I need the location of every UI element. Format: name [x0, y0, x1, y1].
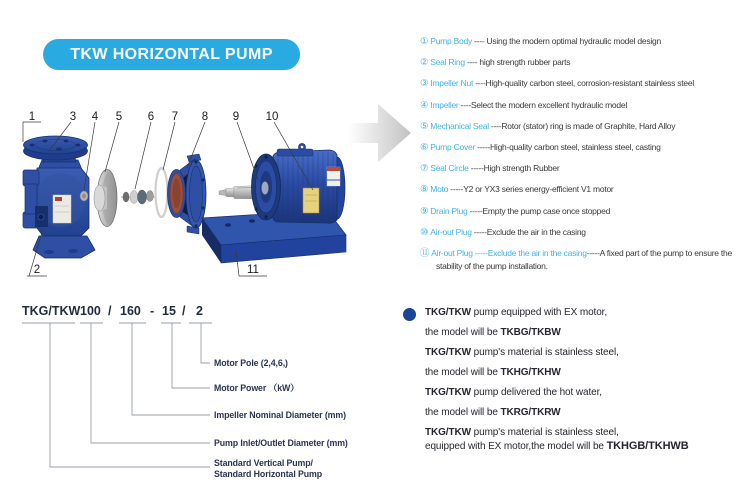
callout-10: 10 — [265, 111, 279, 123]
part-description: -----High strength Rubber — [468, 163, 560, 174]
callout-6: 6 — [147, 111, 155, 123]
code-series: TKG/TKW — [22, 304, 81, 318]
code-dash: - — [150, 304, 155, 318]
list-item — [420, 99, 756, 112]
list-item — [420, 162, 756, 175]
part-description: ----High-quality carbon steel, corrosion-resistant stainless steel — [473, 78, 694, 89]
model-code-diagram — [20, 300, 360, 490]
series-code: TKG/TKW — [425, 347, 471, 358]
part-number: ③ — [420, 78, 429, 90]
part-name: Impeller — [430, 99, 459, 110]
part-name: Seal Circle — [430, 163, 469, 174]
series-code: TKG/TKW — [425, 387, 471, 398]
part-number: ⑪ — [420, 248, 430, 260]
code-pole: 2 — [196, 304, 203, 318]
part-name: Moto — [430, 184, 449, 195]
model-code: TKRG/TKRW — [500, 407, 561, 418]
variant-line — [400, 346, 752, 359]
label-motor-pole: Motor Pole (2,4,6,) — [214, 358, 288, 368]
model-code: TKBG/TKBW — [500, 327, 561, 338]
part-name: Impeller Nut — [430, 78, 474, 89]
callout-8: 8 — [201, 111, 209, 123]
model-code-labels — [214, 358, 348, 479]
variant-text: pump delivered the hot water, — [470, 387, 602, 398]
label-motor-power: Motor Power （kW） — [214, 383, 299, 393]
model-code: TKHG/TKHW — [500, 367, 561, 378]
part-name: Air-out Plug — [430, 226, 472, 237]
part-number: ⑩ — [420, 226, 429, 238]
list-item — [420, 226, 756, 239]
variant-text: pump equipped with EX motor, — [470, 307, 608, 318]
code-slash-1: / — [108, 304, 112, 318]
list-item — [420, 35, 756, 48]
part-number: ② — [420, 57, 429, 69]
part-number: ⑧ — [420, 184, 429, 196]
callout-1: 1 — [28, 111, 36, 123]
part-name: Air-out Plug -----Exclude the air in the casing — [431, 248, 587, 259]
label-standard-1: Standard Vertical Pump/ — [214, 458, 313, 468]
list-item — [420, 120, 756, 133]
callout-2: 2 — [33, 264, 41, 276]
list-item — [420, 247, 756, 273]
label-impeller-diameter: Impeller Nominal Diameter (mm) — [214, 410, 346, 420]
part-name: Pump Body — [430, 36, 472, 46]
series-code: TKG/TKW — [425, 307, 471, 318]
part-number: ⑥ — [420, 142, 429, 154]
variant-text: pump's material is stainless steel, — [470, 347, 619, 358]
code-slash-2: / — [182, 304, 186, 318]
part-name: Pump Cover — [430, 142, 476, 153]
variant-text: pump's material is stainless steel, — [470, 427, 619, 438]
series-code: TKG/TKW — [425, 427, 471, 438]
variant-line — [400, 386, 752, 399]
label-inlet-outlet: Pump Inlet/Outlet Diameter (mm) — [214, 438, 348, 448]
callout-11: 11 — [247, 264, 259, 276]
part-description: ---- Using the modern optimal hydraulic model design — [471, 36, 661, 46]
mechanical-seal-illustration — [121, 190, 155, 204]
list-item — [420, 205, 756, 218]
variant-line — [400, 306, 752, 319]
part-description: ----Select the modern excellent hydraulic model — [458, 99, 627, 110]
code-inlet: 100 — [80, 304, 101, 318]
callout-9: 9 — [232, 111, 240, 123]
seal-circle-illustration — [156, 168, 168, 217]
label-standard-2: Standard Horizontal Pump — [214, 469, 323, 479]
title-banner — [43, 39, 300, 70]
pump-exploded-diagram — [15, 100, 415, 285]
part-description: -----Empty the pump case once stopped — [467, 205, 611, 216]
callout-5: 5 — [115, 111, 123, 123]
part-description: ---- high strength rubber parts — [464, 57, 571, 68]
callout-4: 4 — [91, 111, 99, 123]
code-impeller: 160 — [120, 304, 141, 318]
variant-text: the model will be — [425, 327, 501, 338]
list-item — [420, 77, 756, 90]
model-code: TKHGB/TKHWB — [606, 440, 689, 452]
variant-text: the model will be — [425, 367, 501, 378]
part-description: -----Exclude the air in the casing — [471, 226, 586, 237]
part-description: ----Rotor (stator) ring is made of Graphite, Hard Alloy — [488, 120, 676, 131]
variant-line — [400, 426, 752, 439]
part-number: ⑨ — [420, 205, 429, 217]
code-power: 15 — [162, 304, 176, 318]
callout-3: 3 — [69, 111, 77, 123]
variant-line — [400, 440, 752, 453]
model-code-lines — [22, 323, 212, 467]
part-description: -----High-quality carbon steel, stainless steel, casting — [475, 142, 661, 153]
right-arrow-icon — [348, 104, 411, 162]
part-number: ④ — [420, 99, 429, 111]
callout-7: 7 — [171, 111, 179, 123]
part-description: -----A fixed part of the pump to ensure the stability of the pump installation. — [436, 248, 732, 272]
variant-line — [400, 406, 752, 419]
list-item — [420, 141, 756, 154]
variant-line — [400, 326, 752, 339]
part-number: ⑤ — [420, 120, 429, 132]
variant-text: equipped with EX motor,the model will be — [425, 441, 607, 452]
bullet-icon — [403, 308, 416, 321]
part-name: Mechanical Seal — [430, 120, 489, 131]
page-title: TKW HORIZONTAL PUMP — [70, 45, 273, 63]
variant-text: the model will be — [425, 407, 501, 418]
variant-line — [400, 366, 752, 379]
motor-illustration — [252, 144, 346, 224]
part-name: Drain Plug — [430, 205, 468, 216]
variants-block — [400, 306, 752, 460]
part-number: ⑦ — [420, 163, 429, 175]
parts-list — [420, 35, 756, 281]
part-name: Seal Ring — [430, 57, 465, 68]
pump-cover-illustration — [168, 154, 207, 234]
model-code-segments — [22, 304, 203, 318]
list-item — [420, 56, 756, 69]
list-item — [420, 183, 756, 196]
part-description: -----Y2 or YX3 series energy-efficient V1 motor — [448, 184, 614, 195]
part-number: ① — [420, 36, 429, 47]
